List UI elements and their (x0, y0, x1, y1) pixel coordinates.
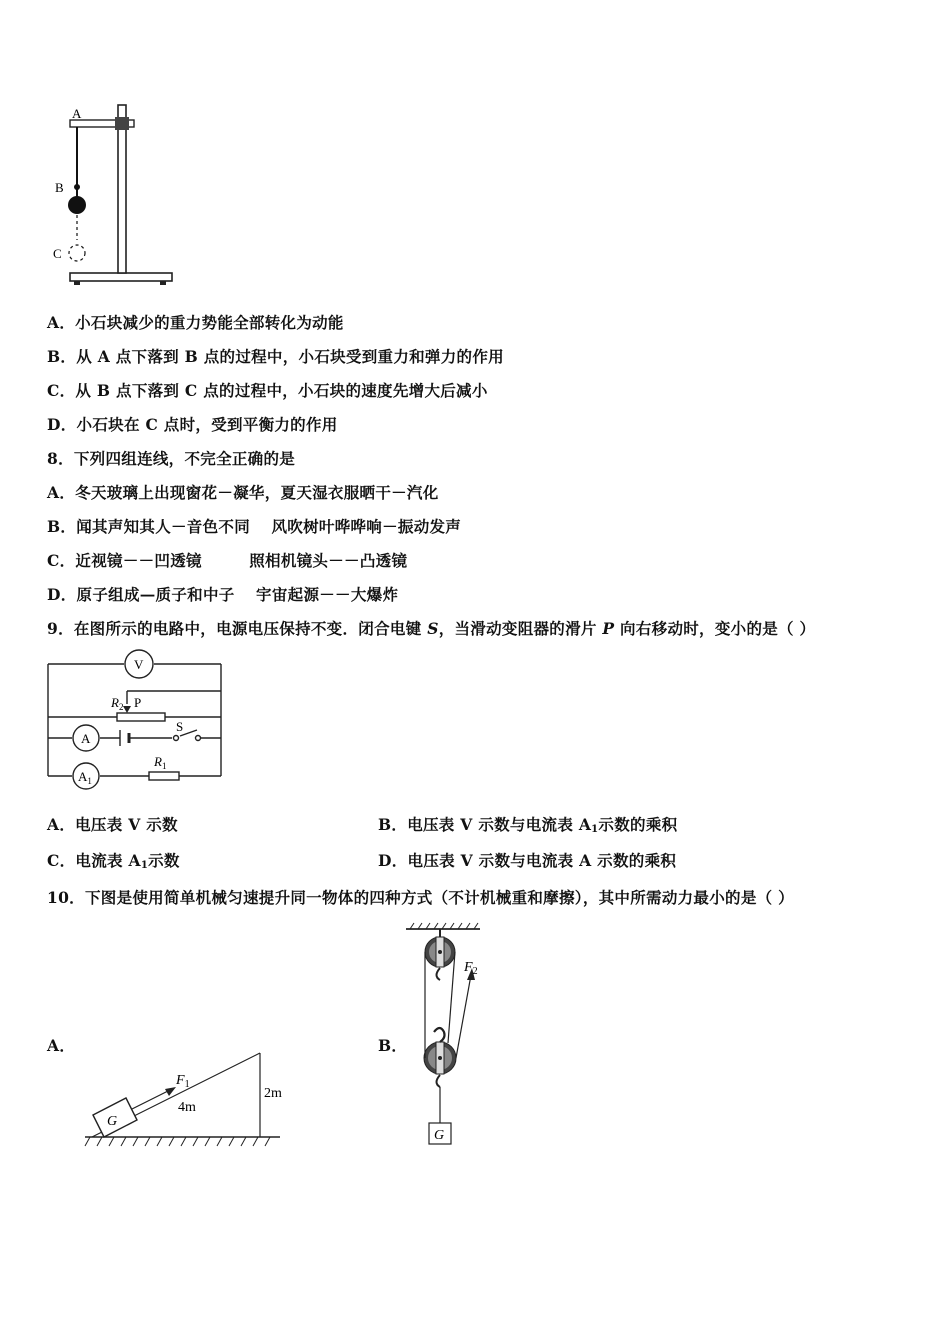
weight-g-incline: G (107, 1114, 118, 1129)
r1-label: $R_1$ (154, 754, 167, 771)
ammeter-label: A (81, 731, 91, 746)
q8-option-c: C．近视镜－－凹透镜 照相机镜头－－凸透镜 (47, 551, 408, 570)
q9-option-b: B．电压表 V 示数与电流表 $A_1$示数的乘积 (378, 815, 678, 835)
pulley-figure (400, 920, 510, 1150)
force-f2: $F_2$ (464, 960, 478, 977)
ammeter1-label: $A_1$ (78, 769, 92, 786)
height-2m: 2m (264, 1086, 282, 1101)
q7-option-d: D．小石块在 C 点时，受到平衡力的作用 (47, 415, 338, 434)
q7-option-b: B．从 A 点下落到 B 点的过程中，小石块受到重力和弹力的作用 (47, 347, 504, 366)
q9-stem: 9．在图所示的电路中，电源电压保持不变．闭合电键 S，当滑动变阻器的滑片 P 向右移动时，变小的是（ ） (47, 619, 816, 638)
q7-option-a: A．小石块减少的重力势能全部转化为动能 (47, 313, 344, 332)
q9-option-a: A．电压表 V 示数 (47, 815, 178, 834)
label-a: A (72, 106, 82, 121)
circuit-diagram (45, 650, 230, 785)
q10-option-a: A． (47, 1036, 76, 1055)
q10-option-b: B． (378, 1036, 408, 1055)
q9-option-c: C．电流表 $A_1$示数 (47, 851, 180, 871)
q9-option-d: D．电压表 V 示数与电流表 A 示数的乘积 (378, 851, 677, 870)
stand-figure (50, 100, 180, 295)
incline-figure (80, 1045, 300, 1155)
label-b: B (55, 180, 64, 195)
q8-stem: 8．下列四组连线，不完全正确的是 (47, 449, 296, 468)
q8-option-a: A．冬天玻璃上出现窗花－凝华，夏天湿衣服晒干－汽化 (47, 483, 439, 502)
switch-label: S (176, 719, 184, 734)
q8-option-d: D．原子组成—质子和中子 宇宙起源－－大爆炸 (47, 585, 399, 604)
slider-label: P (134, 695, 142, 710)
q10-stem: 10．下图是使用简单机械匀速提升同一物体的四种方式（不计机械重和摩擦），其中所需动力最小的是（ ） (47, 888, 794, 907)
r2-label: $R_2$ (111, 695, 124, 712)
q7-option-c: C．从 B 点下落到 C 点的过程中，小石块的速度先增大后减小 (47, 381, 488, 400)
weight-g-pulley: G (434, 1128, 445, 1143)
length-4m: 4m (178, 1100, 196, 1115)
q8-option-b: B．闻其声知其人－音色不同 风吹树叶哗哗响－振动发声 (47, 517, 462, 536)
var-s: S (427, 619, 439, 638)
force-f1: $F_1$ (176, 1073, 190, 1090)
voltmeter-label: V (134, 657, 144, 672)
label-c: C (53, 246, 62, 261)
var-p: P (602, 619, 615, 638)
